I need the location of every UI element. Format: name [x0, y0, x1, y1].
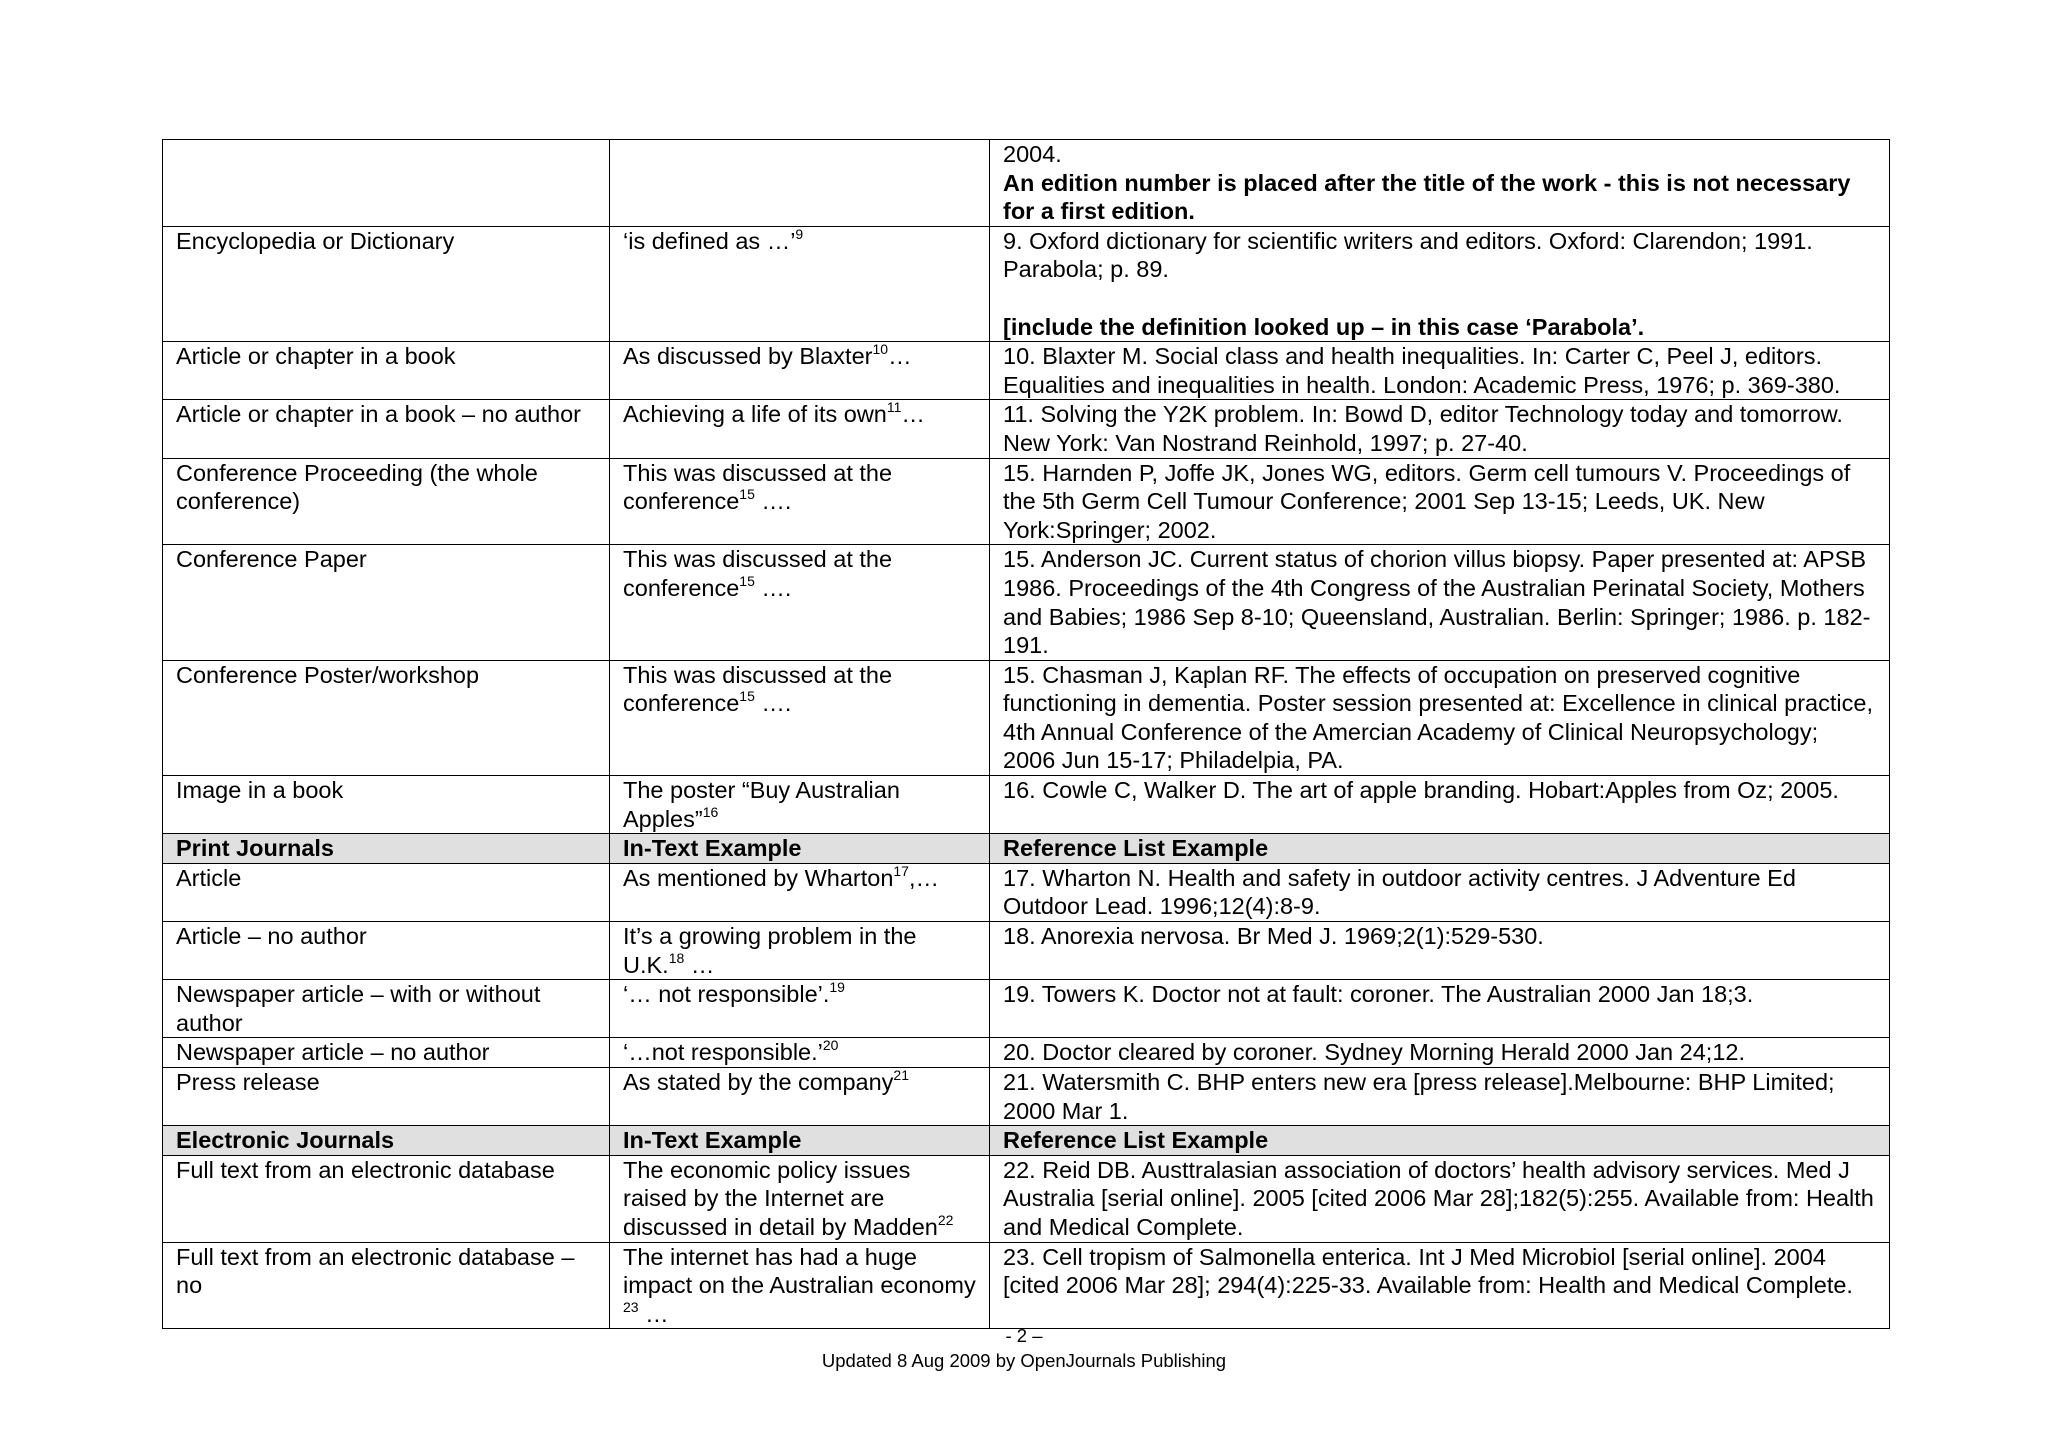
reference-text: 22. Reid DB. Austtralasian association of doctors’ health advisory services. Med J Australia [serial online]. 2005 [cited 2006 Mar 28];182(5):255. Available from: Health and Medical Complete.	[1003, 1156, 1874, 1240]
table-row	[163, 922, 1890, 980]
reference-list-cell	[990, 458, 1890, 545]
section-header-row	[163, 1126, 1890, 1156]
source-type-cell	[163, 140, 610, 227]
in-text-example-cell	[610, 342, 990, 400]
in-text-text: This was discussed at the conference	[623, 546, 893, 601]
table-row	[163, 1038, 1890, 1068]
reference-text: 21. Watersmith C. BHP enters new era [press release].Melbourne: BHP Limited; 2000 Mar 1.	[1003, 1069, 1835, 1124]
reference-text: 2004.	[1003, 141, 1062, 167]
table-row	[163, 660, 1890, 775]
in-text-trailing: ….	[754, 488, 792, 515]
source-type-cell: Conference Proceeding (the whole conference)	[163, 458, 610, 545]
in-text-text: This was discussed at the conference	[623, 661, 893, 717]
reference-list-cell	[990, 863, 1890, 921]
reference-text: 9. Oxford dictionary for scientific writers and editors. Oxford: Clarendon; 1991. Parabola; p. 89.	[1003, 227, 1813, 283]
in-text-trailing: …	[901, 401, 925, 428]
page-number: - 2 –	[1005, 1325, 1043, 1346]
reference-list-cell	[990, 980, 1890, 1038]
section-ref-header: Reference List Example	[990, 1126, 1890, 1156]
in-text-example-cell	[610, 400, 990, 458]
in-text-example-cell	[610, 1068, 990, 1126]
reference-list-cell	[990, 226, 1890, 341]
reference-list-cell	[990, 545, 1890, 660]
citation-number: 17	[893, 863, 909, 879]
reference-list-cell	[990, 342, 1890, 400]
reference-text	[1003, 284, 1876, 313]
reference-list-cell	[990, 1242, 1890, 1329]
in-text-example-cell	[610, 1155, 990, 1242]
table-row	[163, 226, 1890, 341]
reference-list-cell	[990, 660, 1890, 775]
reference-list-cell	[990, 400, 1890, 458]
in-text-example-cell	[610, 545, 990, 660]
in-text-example-cell	[610, 922, 990, 980]
source-type-cell: Encyclopedia or Dictionary	[163, 226, 610, 341]
table-row	[163, 1155, 1890, 1242]
section-source-header: Electronic Journals	[163, 1126, 610, 1156]
reference-text: 15. Chasman J, Kaplan RF. The effects of occupation on preserved cognitive functioning in dementia. Poster session presented at: Excellence in clinical practice, 4th Annual Conference of the Amercian Academy of Clinical Neuropsychology; 2006 Jun 15-17; Philadelpia, PA.	[1003, 661, 1873, 774]
table-row	[163, 400, 1890, 458]
page-footer	[0, 1323, 2048, 1373]
source-type-cell: Full text from an electronic database – no	[163, 1242, 610, 1329]
in-text-trailing: …	[684, 951, 715, 978]
source-type-cell: Conference Paper	[163, 545, 610, 660]
in-text-trailing: ,…	[908, 864, 939, 891]
updated-note: Updated 8 Aug 2009 by OpenJournals Publishing	[821, 1350, 1227, 1371]
in-text-example-cell	[610, 980, 990, 1038]
citation-number: 21	[893, 1067, 909, 1083]
section-ref-header: Reference List Example	[990, 834, 1890, 864]
citation-number: 15	[739, 572, 755, 589]
reference-style-table	[162, 139, 1890, 1329]
citation-number: 18	[668, 949, 685, 966]
in-text-example-cell	[610, 1038, 990, 1068]
in-text-text: The economic policy issues raised by the Internet are discussed in detail by Madden	[623, 1156, 938, 1240]
in-text-text: As mentioned by Wharton	[623, 864, 894, 891]
reference-text: 15. Anderson JC. Current status of chorion villus biopsy. Paper presented at: APSB 1986. Proceedings of the 4th Congress of the Australian Perinatal Society, Mothers and Babies; 1986 Sep 8-10; Queensland, Australian. Berlin: Springer; 1986. p. 182-191.	[1003, 546, 1871, 659]
in-text-example-cell	[610, 776, 990, 834]
in-text-trailing: ….	[754, 690, 792, 717]
source-type-cell: Article or chapter in a book – no author	[163, 400, 610, 458]
table-row	[163, 342, 1890, 400]
table-row	[163, 1068, 1890, 1126]
citation-number: 16	[702, 803, 719, 820]
citation-number: 23	[623, 1298, 639, 1315]
section-intext-header: In-Text Example	[610, 834, 990, 864]
reference-text: 19. Towers K. Doctor not at fault: coroner. The Australian 2000 Jan 18;3.	[1003, 981, 1754, 1008]
reference-list-cell	[990, 922, 1890, 980]
in-text-text: ‘…not responsible.’	[623, 1039, 823, 1066]
in-text-trailing: ….	[754, 574, 792, 601]
reference-list-cell	[990, 1038, 1890, 1068]
in-text-text: The poster “Buy Australian Apples”	[623, 777, 900, 832]
reference-text: 18. Anorexia nervosa. Br Med J. 1969;2(1):529-530.	[1003, 923, 1544, 950]
source-type-cell: Press release	[163, 1068, 610, 1126]
in-text-text: ‘… not responsible’.	[623, 981, 830, 1008]
table-row	[163, 776, 1890, 834]
in-text-example-cell	[610, 226, 990, 341]
table-row	[163, 140, 1890, 227]
reference-list-cell	[990, 140, 1890, 227]
in-text-example-cell	[610, 140, 990, 227]
source-type-cell: Newspaper article – no author	[163, 1038, 610, 1068]
in-text-trailing: …	[888, 343, 912, 370]
source-type-cell: Newspaper article – with or without author	[163, 980, 610, 1038]
in-text-example-cell	[610, 863, 990, 921]
in-text-example-cell	[610, 660, 990, 775]
in-text-text: As stated by the company	[623, 1069, 894, 1095]
citation-number: 10	[872, 341, 889, 358]
reference-text: 10. Blaxter M. Social class and health inequalities. In: Carter C, Peel J, editors. Equalities and inequalities in health. London: Academic Press, 1976; p. 369-380.	[1003, 343, 1841, 398]
in-text-text: Achieving a life of its own	[623, 401, 887, 428]
in-text-example-cell	[610, 1242, 990, 1329]
table-row	[163, 1242, 1890, 1329]
source-type-cell: Article – no author	[163, 922, 610, 980]
in-text-text: ‘is defined as …’	[623, 227, 796, 254]
table-row	[163, 863, 1890, 921]
table-row	[163, 980, 1890, 1038]
reference-text: 15. Harnden P, Joffe JK, Jones WG, editors. Germ cell tumours V. Proceedings of the 5th Germ Cell Tumour Conference; 2001 Sep 13-15; Leeds, UK. New York:Springer; 2002.	[1003, 459, 1851, 543]
citation-number: 9	[795, 226, 804, 242]
citation-number: 22	[937, 1211, 954, 1228]
citation-number: 20	[822, 1037, 839, 1054]
source-type-cell: Conference Poster/workshop	[163, 660, 610, 775]
reference-note: An edition number is placed after the title of the work - this is not necessary for a first edition.	[1003, 169, 1851, 225]
source-type-cell: Image in a book	[163, 776, 610, 834]
in-text-example-cell	[610, 458, 990, 545]
citation-number: 15	[739, 688, 755, 705]
section-source-header: Print Journals	[163, 834, 610, 864]
citation-number: 11	[886, 399, 902, 416]
in-text-text: As discussed by Blaxter	[623, 343, 873, 370]
reference-text: 11. Solving the Y2K problem. In: Bowd D, editor Technology today and tomorrow. New York: Van Nostrand Reinhold, 1997; p. 27-40.	[1003, 401, 1843, 456]
citation-number: 19	[829, 979, 845, 996]
in-text-trailing: …	[638, 1300, 669, 1327]
reference-text: 20. Doctor cleared by coroner. Sydney Morning Herald 2000 Jan 24;12.	[1003, 1039, 1745, 1066]
reference-text: 16. Cowle C, Walker D. The art of apple branding. Hobart:Apples from Oz; 2005.	[1003, 777, 1839, 804]
section-header-row	[163, 834, 1890, 864]
table-row	[163, 545, 1890, 660]
reference-list-cell	[990, 776, 1890, 834]
table-body	[163, 140, 1890, 1329]
reference-text: 17. Wharton N. Health and safety in outdoor activity centres. J Adventure Ed Outdoor Lead. 1996;12(4):8-9.	[1003, 864, 1796, 920]
reference-list-cell	[990, 1068, 1890, 1126]
source-type-cell: Article	[163, 863, 610, 921]
in-text-text: It’s a growing problem in the U.K.	[623, 923, 917, 978]
reference-text: 23. Cell tropism of Salmonella enterica. Int J Med Microbiol [serial online]. 2004 [cited 2006 Mar 28]; 294(4):225-33. Available from: Health and Medical Complete.	[1003, 1243, 1853, 1299]
source-type-cell: Full text from an electronic database	[163, 1155, 610, 1242]
citation-number: 15	[739, 486, 755, 503]
in-text-text: This was discussed at the conference	[623, 459, 893, 515]
reference-note: [include the definition looked up – in this case ‘Parabola’.	[1003, 313, 1645, 340]
in-text-text: The internet has had a huge impact on the Australian economy	[623, 1243, 976, 1299]
table-row	[163, 458, 1890, 545]
section-intext-header: In-Text Example	[610, 1126, 990, 1156]
reference-list-cell	[990, 1155, 1890, 1242]
source-type-cell: Article or chapter in a book	[163, 342, 610, 400]
